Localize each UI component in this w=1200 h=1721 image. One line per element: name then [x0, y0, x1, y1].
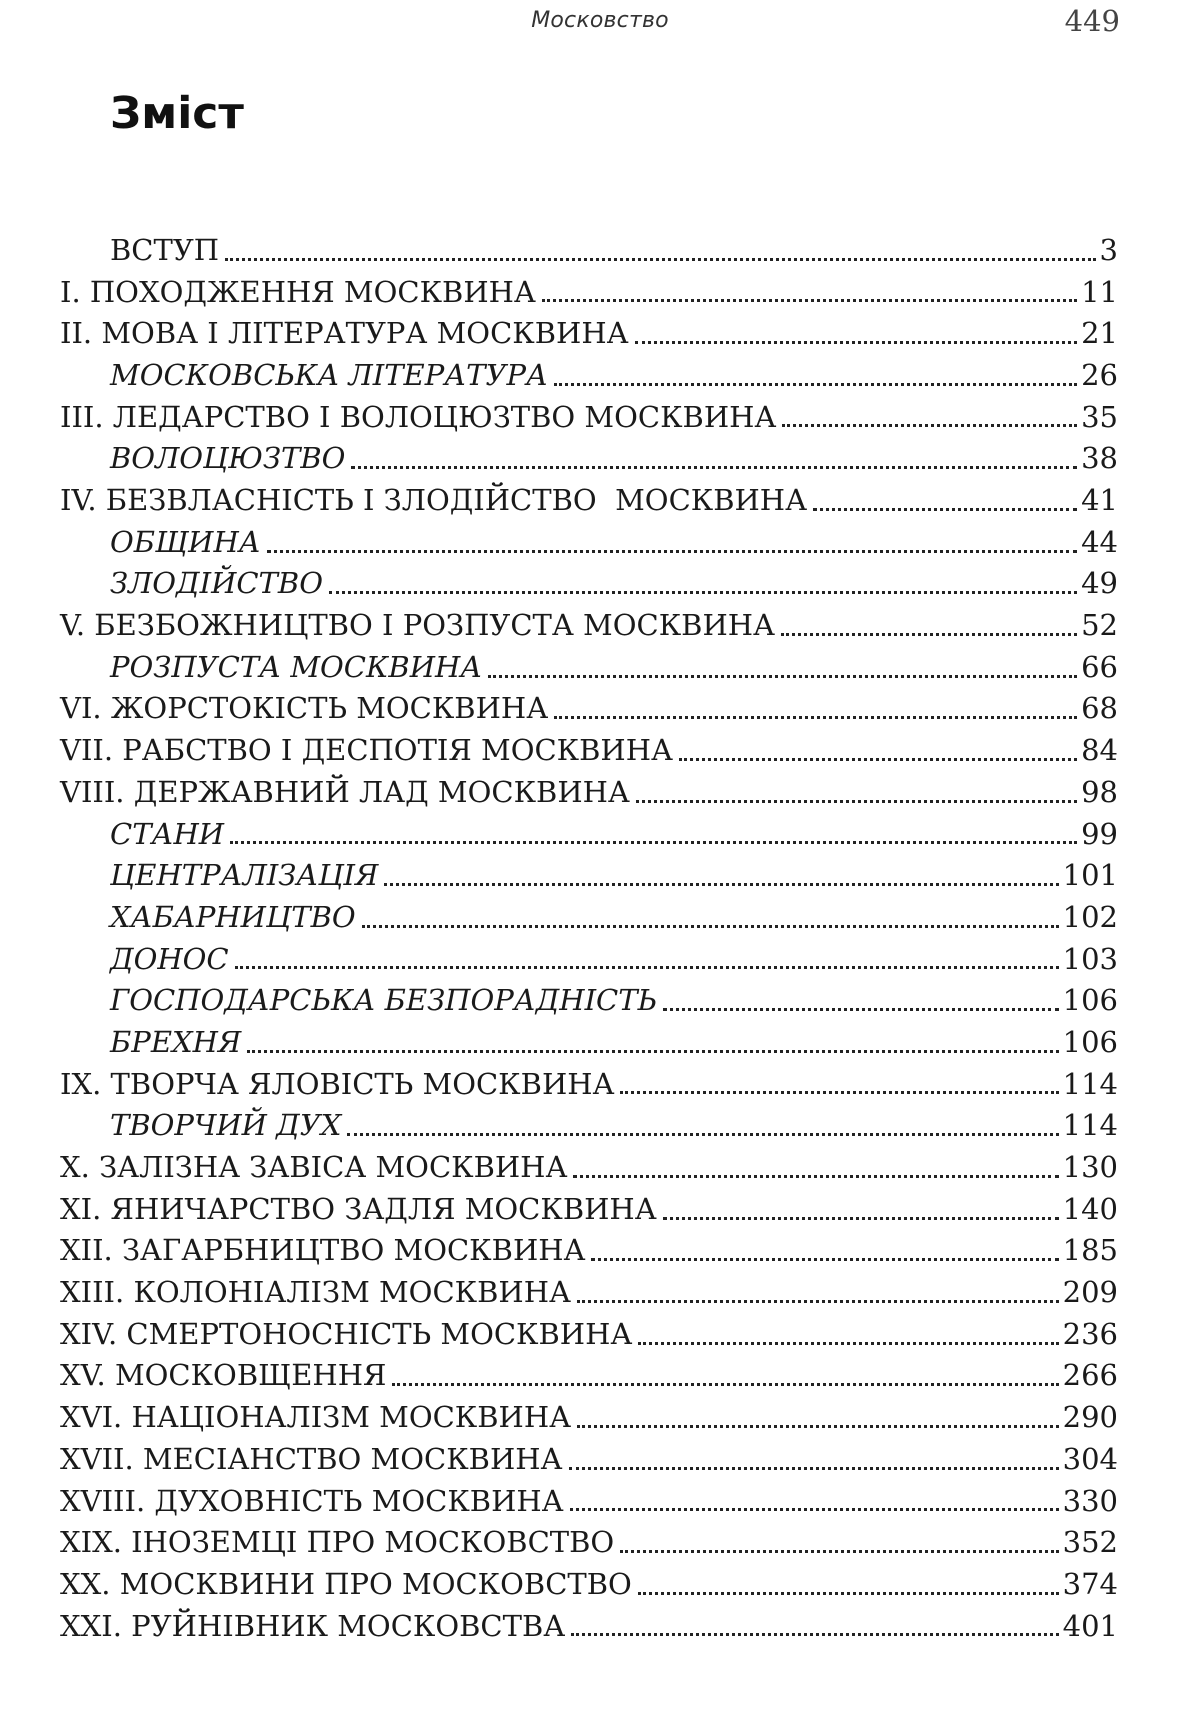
toc-entry-page: 101: [1062, 858, 1118, 893]
dot-leader: [554, 716, 1077, 719]
toc-entry-label: ВОЛОЦЮЗТВО: [110, 441, 346, 476]
toc-entry-page: 35: [1081, 399, 1118, 434]
toc-entry-page: 11: [1081, 274, 1118, 309]
dot-leader: [577, 1425, 1059, 1428]
toc-entry-label: X. ЗАЛІЗНА ЗАВІСА МОСКВИНА: [60, 1150, 568, 1185]
toc-entry-chapter: [60, 768, 1118, 810]
toc-entry-label: ТВОРЧИЙ ДУХ: [110, 1108, 342, 1143]
toc-entry-section: [60, 643, 1118, 685]
dot-leader: [620, 1550, 1058, 1553]
toc-entry-label: ХАБАРНИЦТВО: [110, 899, 356, 934]
dot-leader: [230, 841, 1077, 844]
toc-entry-page: 330: [1062, 1483, 1118, 1518]
toc-entry-section: [60, 1018, 1118, 1060]
toc-entry-page: 374: [1062, 1566, 1118, 1601]
toc-entry-page: 130: [1062, 1150, 1118, 1185]
toc-entry-page: 38: [1081, 441, 1118, 476]
toc-entry-section: [60, 560, 1118, 602]
toc-entry-label: XIX. ІНОЗЕМЦІ ПРО МОСКОВСТВО: [60, 1525, 615, 1560]
toc-entry-label: VII. РАБСТВО І ДЕСПОТІЯ МОСКВИНА: [60, 733, 673, 768]
dot-leader: [591, 1258, 1058, 1261]
dot-leader: [329, 591, 1077, 594]
toc-entry-page: 304: [1062, 1441, 1118, 1476]
dot-leader: [570, 1508, 1059, 1511]
dot-leader: [267, 550, 1077, 553]
toc-entry-page: 49: [1081, 566, 1118, 601]
running-head: Московство: [531, 8, 669, 33]
dot-leader: [679, 758, 1077, 761]
toc-entry-page: 266: [1062, 1358, 1118, 1393]
toc-entry-chapter: [60, 726, 1118, 768]
toc-entry-page: 290: [1062, 1400, 1118, 1435]
toc-entry-label: XXI. РУЙНІВНИК МОСКОВСТВА: [60, 1608, 566, 1643]
toc-entry-page: 114: [1062, 1108, 1118, 1143]
toc-title: Зміст: [110, 88, 244, 139]
toc-entry-chapter: [60, 685, 1118, 727]
toc-entry-section: [60, 851, 1118, 893]
toc-entry-label: СТАНИ: [110, 816, 225, 851]
toc-entry-label: ВСТУП: [110, 232, 220, 267]
dot-leader: [351, 466, 1077, 469]
toc-entry-label: XIII. КОЛОНІАЛІЗМ МОСКВИНА: [60, 1275, 571, 1310]
toc-entry-label: XVII. МЕСІАНСТВО МОСКВИНА: [60, 1441, 563, 1476]
toc-entry-label: XII. ЗАГАРБНИЦТВО МОСКВИНА: [60, 1233, 586, 1268]
toc-entry-label: ЦЕНТРАЛІЗАЦІЯ: [110, 858, 379, 893]
toc-entry-page: 102: [1062, 899, 1118, 934]
dot-leader: [225, 258, 1095, 261]
dot-leader: [663, 1008, 1059, 1011]
toc-entry-section: [60, 1101, 1118, 1143]
toc-entry-section: [60, 976, 1118, 1018]
toc-entry-intro: [60, 226, 1118, 268]
toc-entry-page: 68: [1081, 691, 1118, 726]
toc-entry-label: ГОСПОДАРСЬКА БЕЗПОРАДНІСТЬ: [110, 983, 658, 1018]
dot-leader: [392, 1383, 1058, 1386]
dot-leader: [577, 1300, 1059, 1303]
toc-entry-section: [60, 893, 1118, 935]
toc-entry-page: 209: [1062, 1275, 1118, 1310]
toc-entry-page: 106: [1062, 1024, 1118, 1059]
dot-leader: [384, 883, 1058, 886]
toc-entry-chapter: [60, 1185, 1118, 1227]
toc-entry-label: МОСКОВСЬКА ЛІТЕРАТУРА: [110, 357, 548, 392]
toc-entry-chapter: [60, 1060, 1118, 1102]
toc-entry-page: 103: [1062, 941, 1118, 976]
toc-entry-chapter: [60, 268, 1118, 310]
toc-entry-chapter: [60, 476, 1118, 518]
toc-entry-page: 99: [1081, 816, 1118, 851]
toc-entry-label: V. БЕЗБОЖНИЦТВО І РОЗПУСТА МОСКВИНА: [60, 608, 775, 643]
toc-entry-page: 98: [1081, 774, 1118, 809]
dot-leader: [781, 633, 1077, 636]
toc-entry-label: БРЕХНЯ: [110, 1024, 242, 1059]
toc-entry-page: 52: [1081, 608, 1118, 643]
toc-entry-page: 352: [1062, 1525, 1118, 1560]
toc-entry-section: [60, 351, 1118, 393]
toc-entry-page: 3: [1099, 232, 1118, 267]
toc-entry-label: XIV. СМЕРТОНОСНІСТЬ МОСКВИНА: [60, 1316, 633, 1351]
toc-entry-page: 41: [1081, 483, 1118, 518]
toc-entry-label: VI. ЖОРСТОКІСТЬ МОСКВИНА: [60, 691, 549, 726]
toc-entry-chapter: [60, 1560, 1118, 1602]
dot-leader: [569, 1467, 1059, 1470]
toc-entry-label: XV. МОСКОВЩЕННЯ: [60, 1358, 387, 1393]
dot-leader: [635, 341, 1078, 344]
toc-entry-chapter: [60, 1352, 1118, 1394]
toc-entry-chapter: [60, 1602, 1118, 1644]
toc-entry-section: [60, 518, 1118, 560]
dot-leader: [782, 424, 1077, 427]
toc-entry-chapter: [60, 601, 1118, 643]
dot-leader: [573, 1175, 1058, 1178]
toc-entry-chapter: [60, 1143, 1118, 1185]
dot-leader: [638, 1342, 1058, 1345]
toc-entry-chapter: [60, 1393, 1118, 1435]
toc-entry-label: II. МОВА І ЛІТЕРАТУРА МОСКВИНА: [60, 316, 629, 351]
toc-entry-page: 44: [1081, 524, 1118, 559]
toc-entry-label: ОБЩИНА: [110, 524, 261, 559]
toc-entry-chapter: [60, 393, 1118, 435]
toc-entry-page: 106: [1062, 983, 1118, 1018]
toc-entry-page: 185: [1062, 1233, 1118, 1268]
toc-entry-chapter: [60, 1227, 1118, 1269]
toc-entry-chapter: [60, 1268, 1118, 1310]
toc-entry-label: XX. МОСКВИНИ ПРО МОСКОВСТВО: [60, 1566, 632, 1601]
toc-entry-label: XVI. НАЦІОНАЛІЗМ МОСКВИНА: [60, 1400, 572, 1435]
dot-leader: [571, 1633, 1058, 1636]
toc-entry-label: III. ЛЕДАРСТВО І ВОЛОЦЮЗТВО МОСКВИНА: [60, 399, 777, 434]
toc-entry-page: 66: [1081, 649, 1118, 684]
toc-entry-label: IX. ТВОРЧА ЯЛОВІСТЬ МОСКВИНА: [60, 1066, 615, 1101]
toc-entry-page: 114: [1062, 1066, 1118, 1101]
dot-leader: [636, 800, 1077, 803]
dot-leader: [347, 1133, 1058, 1136]
toc-entry-label: ЗЛОДІЙСТВО: [110, 566, 323, 601]
toc-entry-chapter: [60, 309, 1118, 351]
toc-entry-label: VIII. ДЕРЖАВНИЙ ЛАД МОСКВИНА: [60, 774, 630, 809]
toc-entry-label: XVIII. ДУХОВНІСТЬ МОСКВИНА: [60, 1483, 564, 1518]
toc-entry-chapter: [60, 1310, 1118, 1352]
toc-list: [60, 226, 1118, 1643]
toc-entry-label: РОЗПУСТА МОСКВИНА: [110, 649, 483, 684]
toc-entry-page: 236: [1062, 1316, 1118, 1351]
toc-entry-chapter: [60, 1435, 1118, 1477]
dot-leader: [247, 1050, 1058, 1053]
toc-entry-section: [60, 434, 1118, 476]
toc-entry-page: 401: [1062, 1608, 1118, 1643]
toc-entry-section: [60, 935, 1118, 977]
toc-entry-chapter: [60, 1477, 1118, 1519]
toc-entry-page: 84: [1081, 733, 1118, 768]
dot-leader: [813, 508, 1077, 511]
toc-entry-page: 26: [1081, 357, 1118, 392]
dot-leader: [638, 1592, 1059, 1595]
dot-leader: [362, 925, 1059, 928]
dot-leader: [620, 1091, 1058, 1094]
dot-leader: [542, 299, 1077, 302]
page-number: 449: [1064, 4, 1120, 38]
toc-entry-label: IV. БЕЗВЛАСНІСТЬ І ЗЛОДІЙСТВО МОСКВИНА: [60, 483, 808, 518]
toc-entry-page: 140: [1062, 1191, 1118, 1226]
dot-leader: [488, 675, 1077, 678]
toc-entry-label: I. ПОХОДЖЕННЯ МОСКВИНА: [60, 274, 536, 309]
toc-entry-section: [60, 810, 1118, 852]
toc-entry-page: 21: [1081, 316, 1118, 351]
toc-entry-label: ДОНОС: [110, 941, 229, 976]
dot-leader: [554, 383, 1077, 386]
dot-leader: [663, 1217, 1059, 1220]
toc-entry-chapter: [60, 1518, 1118, 1560]
dot-leader: [235, 966, 1059, 969]
toc-entry-label: XI. ЯНИЧАРСТВО ЗАДЛЯ МОСКВИНА: [60, 1191, 657, 1226]
